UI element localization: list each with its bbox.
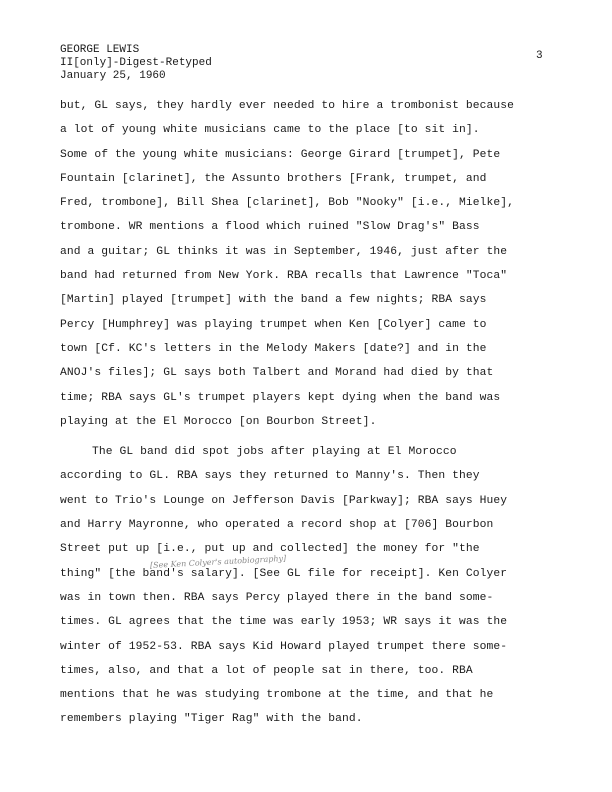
- text-line: went to Trio's Lounge on Jefferson Davis [Parkway]; RBA says Huey: [60, 494, 508, 507]
- header-name: GEORGE LEWIS: [60, 44, 140, 56]
- text-line: mentions that he was studying trombone at the time, and that he: [60, 689, 494, 702]
- text-line: trombone. WR mentions a flood which ruined "Slow Drag's" Bass: [60, 221, 480, 234]
- text-line: Street put up [i.e., put up and collected] the money for "the: [60, 543, 480, 556]
- document-header: [60, 44, 212, 83]
- text-line: The GL band did spot jobs after playing at El Morocco: [92, 446, 457, 459]
- text-line: Fred, trombone], Bill Shea [clarinet], Bob "Nooky" [i.e., Mielke],: [60, 197, 515, 210]
- text-line: Percy [Humphrey] was playing trumpet when Ken [Colyer] came to: [60, 318, 487, 331]
- header-date: January 25, 1960: [60, 70, 166, 82]
- text-line: band had returned from New York. RBA recalls that Lawrence "Toca": [60, 270, 508, 283]
- text-line: town [Cf. KC's letters in the Melody Makers [date?] and in the: [60, 342, 487, 355]
- page-number: 3: [536, 50, 543, 62]
- text-line: Fountain [clarinet], the Assunto brothers [Frank, trumpet, and: [60, 172, 487, 185]
- paragraph-2: [60, 440, 540, 732]
- text-line: but, GL says, they hardly ever needed to hire a trombonist because: [60, 100, 515, 112]
- text-line: [Martin] played [trumpet] with the band a few nights; RBA says: [60, 294, 487, 307]
- text-line: times, also, and that a lot of people sat in there, too. RBA: [60, 664, 473, 677]
- text-line: winter of 1952-53. RBA says Kid Howard played trumpet there some-: [60, 640, 508, 653]
- text-line: was in town then. RBA says Percy played there in the band some-: [60, 591, 494, 604]
- text-line: Some of the young white musicians: George Girard [trumpet], Pete: [60, 148, 501, 161]
- text-line: according to GL. RBA says they returned to Manny's. Then they: [60, 470, 480, 483]
- text-line: ANOJ's files]; GL says both Talbert and Morand had died by that: [60, 367, 494, 380]
- header-subtitle: II[only]-Digest-Retyped: [60, 57, 212, 69]
- text-line: time; RBA says GL's trumpet players kept dying when the band was: [60, 391, 501, 404]
- text-line: and Harry Mayronne, who operated a record shop at [706] Bourbon: [60, 519, 494, 532]
- text-line: thing" [the band's salary]. [See GL file for receipt]. Ken Colyer: [60, 567, 508, 580]
- text-line: times. GL agrees that the time was early 1953; WR says it was the: [60, 616, 508, 629]
- body-text: [60, 94, 540, 732]
- text-line: remembers playing "Tiger Rag" with the band.: [60, 713, 363, 726]
- text-line: a lot of young white musicians came to the place [to sit in].: [60, 124, 480, 137]
- paragraph-1: [60, 94, 540, 434]
- text-line: playing at the El Morocco [on Bourbon Street].: [60, 415, 377, 428]
- text-line: and a guitar; GL thinks it was in September, 1946, just after the: [60, 245, 508, 258]
- handwritten-annotation: [See Ken Colyer's autobiography]: [149, 553, 287, 570]
